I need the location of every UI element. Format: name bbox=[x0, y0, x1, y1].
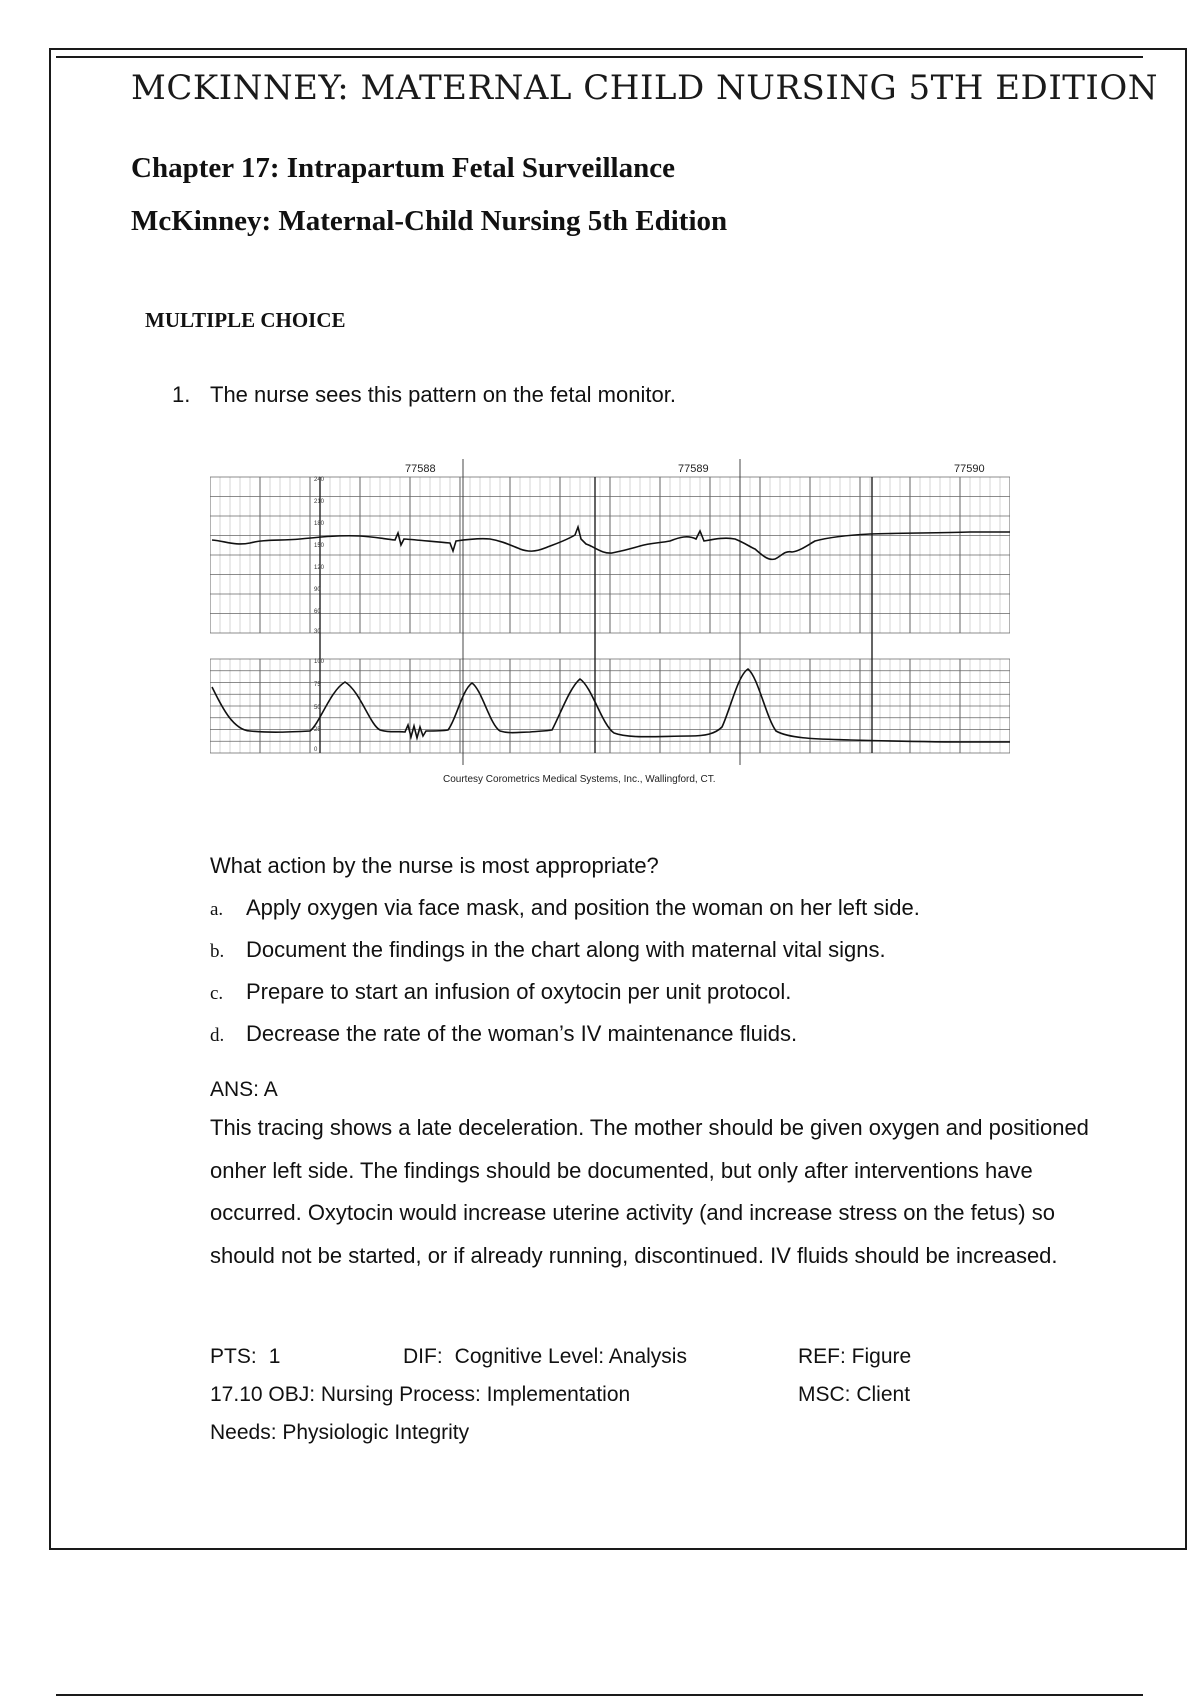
figure-caption: Courtesy Corometrics Medical Systems, Inc., Wallingford, CT. bbox=[443, 774, 716, 785]
choice-text: Prepare to start an infusion of oxytocin per unit protocol. bbox=[246, 979, 792, 1004]
choice-b bbox=[210, 937, 920, 979]
page-border bbox=[49, 48, 1187, 1550]
meta-pts bbox=[210, 1345, 280, 1369]
uc-scale-label: 25 bbox=[314, 727, 321, 733]
answer-choices bbox=[210, 895, 920, 1063]
uc-scale-label: 50 bbox=[314, 705, 321, 711]
meta-ref: REF: Figure bbox=[798, 1345, 912, 1368]
fhr-scale-label: 60 bbox=[314, 609, 321, 615]
uc-scale-label: 75 bbox=[314, 682, 321, 688]
fhr-scale-label: 120 bbox=[314, 565, 325, 571]
uc-scale-label: 100 bbox=[314, 659, 325, 665]
choice-letter: d. bbox=[210, 1025, 225, 1046]
fhr-scale-label: 240 bbox=[314, 477, 325, 483]
dif-value: Cognitive Level: Analysis bbox=[454, 1345, 687, 1368]
chapter-title: Chapter 17: Intrapartum Fetal Surveillance bbox=[131, 152, 675, 184]
choice-a bbox=[210, 895, 920, 937]
meta-msc: MSC: Client bbox=[798, 1383, 911, 1406]
pts-label: PTS: bbox=[210, 1345, 257, 1368]
fhr-scale-label: 180 bbox=[314, 521, 325, 527]
top-rule bbox=[56, 56, 1143, 58]
question-stem bbox=[172, 382, 676, 408]
dif-label: DIF: bbox=[403, 1345, 443, 1368]
choice-text: Apply oxygen via face mask, and position the woman on her left side. bbox=[246, 895, 920, 920]
meta-dif bbox=[403, 1345, 687, 1369]
running-title: MCKINNEY: MATERNAL CHILD NURSING 5TH EDITION bbox=[131, 68, 1158, 108]
rationale: This tracing shows a late deceleration. The mother should be given oxygen and positioned onher left side. The findings should be documented, but only after interventions have occurred. Oxytocin would increase uterine activity (and increase stress on the fetus) so should not be started, or if already running, discontinued. IV fluids should be increased. bbox=[210, 1115, 1089, 1268]
meta-obj: 17.10 OBJ: Nursing Process: Implementation bbox=[210, 1383, 631, 1406]
choice-d bbox=[210, 1021, 920, 1063]
choice-text: Decrease the rate of the woman’s IV maintenance fluids. bbox=[246, 1021, 798, 1046]
panel-number: 77588 bbox=[405, 463, 436, 475]
fhr-scale-label: 30 bbox=[314, 629, 321, 635]
bottom-rule bbox=[56, 1694, 1143, 1696]
question-text: The nurse sees this pattern on the fetal monitor. bbox=[210, 382, 676, 407]
question-number: 1. bbox=[172, 382, 191, 407]
uc-grid bbox=[210, 659, 1010, 753]
fhr-scale-label: 150 bbox=[314, 543, 325, 549]
panel-number: 77590 bbox=[954, 463, 985, 475]
choice-letter: b. bbox=[210, 941, 225, 962]
pts-value: 1 bbox=[268, 1345, 281, 1368]
fhr-scale-label: 90 bbox=[314, 587, 321, 593]
meta-needs: Needs: Physiologic Integrity bbox=[210, 1421, 470, 1444]
section-heading: MULTIPLE CHOICE bbox=[145, 308, 346, 332]
uc-scale-label: 0 bbox=[314, 747, 318, 753]
book-title: McKinney: Maternal-Child Nursing 5th Edition bbox=[131, 205, 728, 237]
fetal-monitor-strip bbox=[210, 455, 1010, 795]
choice-letter: c. bbox=[210, 983, 224, 1004]
question-prompt: What action by the nurse is most appropriate? bbox=[210, 853, 659, 878]
fhr-grid bbox=[210, 477, 1010, 633]
choice-letter: a. bbox=[210, 899, 224, 920]
choice-text: Document the findings in the chart along with maternal vital signs. bbox=[246, 937, 886, 962]
choice-c bbox=[210, 979, 920, 1021]
fhr-scale-label: 210 bbox=[314, 499, 325, 505]
panel-number: 77589 bbox=[678, 463, 709, 475]
answer-key: ANS: A bbox=[210, 1078, 278, 1101]
